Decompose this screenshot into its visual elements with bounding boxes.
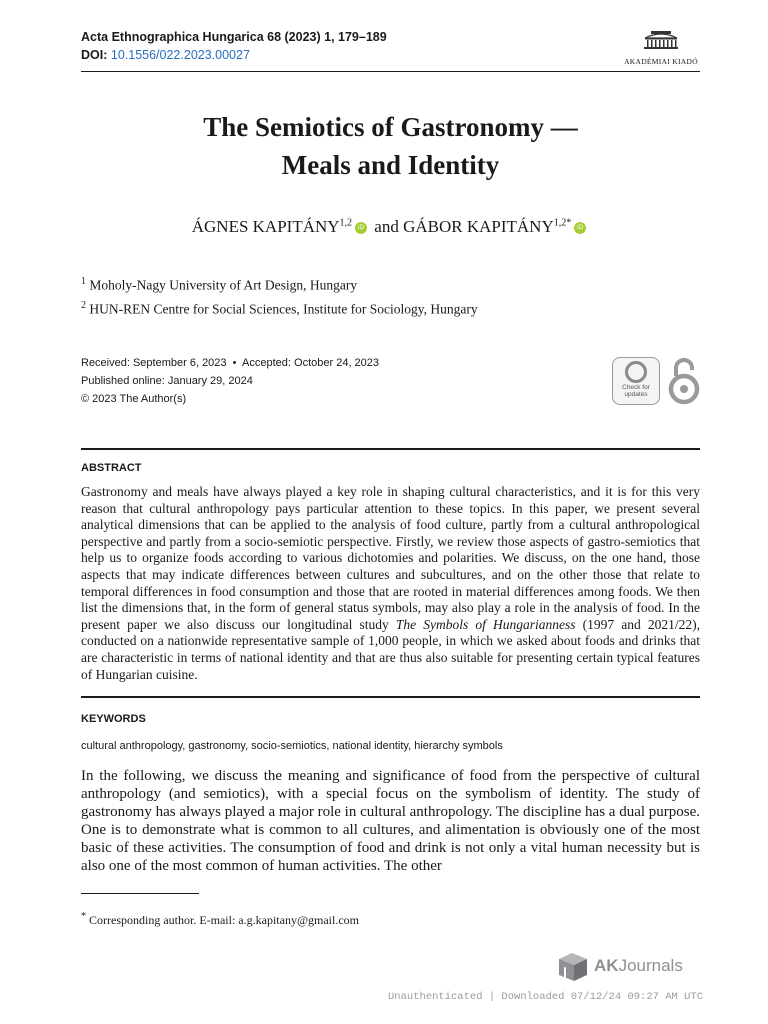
author-connector: and — [374, 217, 399, 236]
akjournals-ak: AK — [594, 956, 619, 975]
bullet-separator: • — [232, 357, 237, 369]
akjournals-wordmark — [594, 956, 683, 975]
footnote-mark: * — [81, 911, 86, 922]
affiliation-1 — [81, 276, 357, 294]
received-accepted-line — [81, 357, 379, 369]
abstract-rule — [81, 448, 700, 450]
header-rule — [81, 71, 700, 72]
footnote-rule — [81, 893, 199, 894]
title-line-2: Meals and Identity — [281, 150, 500, 180]
check-updates-label: Check for updates — [622, 384, 650, 398]
footnote — [81, 911, 359, 928]
body-paragraph: In the following, we discuss the meaning and significance of food from the perspective of cultural anthropology (and semiotics), with a special focus on the symbolism of identity. The study of gastronomy has always played a major role in cultural anthropology. The discipline has a dual purpose. One is to demonstrate what is common to all cultures, and alimentation is obviously one of the most basic of these activities. The consumption of food and drink is not only a vital human necessity but is also one of the most common of human activities. The other — [81, 768, 701, 874]
accepted-date: Accepted: October 24, 2023 — [242, 357, 380, 369]
abstract-text — [81, 484, 700, 683]
publisher-logo — [618, 30, 704, 66]
footnote-text: Corresponding author. E-mail: a.g.kapitany@gmail.com — [89, 913, 359, 927]
affiliation-number: 2 — [81, 300, 86, 311]
download-stamp: Unauthenticated | Downloaded 07/12/24 09:27 AM UTC — [388, 991, 704, 1003]
author-1-affiliation: 1,2 — [339, 217, 353, 229]
affiliation-2 — [81, 300, 478, 318]
author-line — [81, 217, 700, 237]
books-icon — [556, 949, 590, 983]
keywords-rule — [81, 696, 700, 698]
akjournals-journals: Journals — [618, 956, 683, 975]
check-for-updates-button[interactable] — [612, 357, 660, 405]
akjournals-logo — [556, 949, 683, 983]
title-line-1: The Semiotics of Gastronomy — — [203, 112, 578, 142]
orcid-icon[interactable]: iD — [574, 222, 586, 234]
doi-label: DOI: — [81, 48, 108, 62]
affiliation-text: Moholy-Nagy University of Art Design, Hungary — [89, 277, 358, 293]
abstract-heading: ABSTRACT — [81, 462, 142, 474]
received-date: Received: September 6, 2023 — [81, 357, 227, 369]
study-title: The Symbols of Hungarianness — [395, 616, 576, 632]
doi-link[interactable]: 10.1556/022.2023.00027 — [110, 48, 250, 62]
copyright-line: © 2023 The Author(s) — [81, 393, 187, 405]
doi-line — [81, 48, 250, 62]
author-1-name: ÁGNES KAPITÁNY — [191, 217, 340, 236]
keywords-heading: KEYWORDS — [81, 713, 146, 725]
abstract-part-1: Gastronomy and meals have always played a key role in shaping cultural characteristics, and it is for this very reason that cultural anthropology pays particular attention to these topics. In this paper, we present several analytical dimensions that can be applied to the analysis of food culture, partly from a cultural anthropological perspective and partly from a socio-semiotic perspective. Firstly, we review those aspects of gastro-semiotics that help us to organize foods according to various dichotomies and polarities. We discuss, on the one hand, those aspects that may indicate differences between cultures and subcultures, and on the other those that relate to temporal differences in food consumption and those that are rooted in material differences among foods. We then list the dimensions that, in the form of general status symbols, may also play a role in the analysis of food. In the present paper we also discuss our longitudinal study — [81, 484, 700, 632]
abstract-part-2: (1997 and 2021/22), conducted on a nationwide representative sample of 1,000 people, in which we asked about foods and drinks that are characteristic in terms of national identity and that are thus also suitable for presenting certain typical features of Hungarian cuisine. — [81, 616, 701, 682]
journal-citation: Acta Ethnographica Hungarica 68 (2023) 1, 179–189 — [81, 30, 387, 44]
publisher-name: AKADÉMIAI KIADÓ — [624, 57, 698, 66]
publisher-building-icon — [641, 30, 681, 50]
author-2-name: GÁBOR KAPITÁNY — [403, 217, 554, 236]
open-access-lock-icon — [666, 356, 702, 406]
keywords-list: cultural anthropology, gastronomy, socio-semiotics, national identity, hierarchy symbols — [81, 740, 503, 752]
author-2-affiliation: 1,2* — [553, 217, 572, 229]
orcid-icon[interactable]: iD — [355, 222, 367, 234]
article-title — [81, 108, 700, 184]
check-updates-icon — [625, 361, 647, 383]
affiliation-number: 1 — [81, 276, 86, 287]
published-date: Published online: January 29, 2024 — [81, 375, 253, 387]
affiliation-text: HUN-REN Centre for Social Sciences, Institute for Sociology, Hungary — [89, 301, 478, 317]
